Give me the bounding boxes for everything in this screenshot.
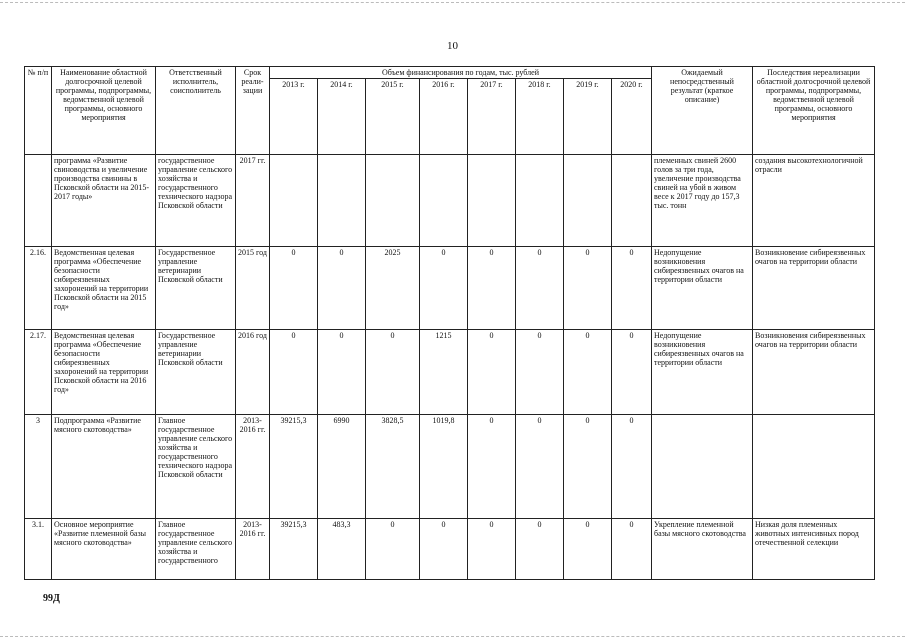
row-executor: Государственное управление ветеринарии Псковской области [156,330,236,415]
table-row [25,519,875,580]
row-result [652,415,753,519]
page-number: 10 [447,40,458,52]
row-num: 2.17. [25,330,52,415]
row-num: 3.1. [25,519,52,580]
row-value [366,155,420,247]
row-consequences: Возникновения сибиреязвенных очагов на территории области [753,330,875,415]
row-result: Недопущение возникновения сибиреязвенных очагов на территории области [652,330,753,415]
row-value [318,155,366,247]
row-value: 0 [516,247,564,330]
header-executor: Ответственный исполнитель, соисполнитель [156,67,236,155]
header-year: 2013 г. [270,79,318,155]
row-executor: Государственное управление ветеринарии Псковской области [156,247,236,330]
header-year: 2015 г. [366,79,420,155]
row-program-name: Ведомственная целевая программа «Обеспечение безопасности сибиреязвенных захоронений на территории Псковской области на 2016 год» [52,330,156,415]
header-year: 2017 г. [468,79,516,155]
header-term: Срок реали-зации [236,67,270,155]
row-value: 0 [564,519,612,580]
header-result: Ожидаемый непосредственный результат (краткое описание) [652,67,753,155]
row-value: 0 [612,415,652,519]
row-value: 1019,8 [420,415,468,519]
header-year: 2020 г. [612,79,652,155]
row-value: 0 [468,330,516,415]
table-row [25,155,875,247]
row-value: 483,3 [318,519,366,580]
row-consequences [753,415,875,519]
header-num: № п/п [25,67,52,155]
row-term: 2015 год [236,247,270,330]
row-program-name: программа «Развитие свиноводства и увеличение производства свинины в Псковской области на 2015-2017 годы» [52,155,156,247]
row-executor: Главное государственное управление сельского хозяйства и государственного технического надзора Псковской области [156,415,236,519]
row-value: 0 [516,519,564,580]
row-value: 0 [366,519,420,580]
row-value: 39215,3 [270,415,318,519]
footer-code: 99Д [43,593,60,604]
row-value [270,155,318,247]
header-program-name: Наименование областной долгосрочной целевой программы, подпрограммы, ведомственной целевой программы, основного мероприятия [52,67,156,155]
row-executor: государственное управление сельского хозяйства и государственного технического надзора Псковской области [156,155,236,247]
header-year: 2018 г. [516,79,564,155]
row-value: 2025 [366,247,420,330]
header-consequences: Последствия нереализации областной долгосрочной целевой программы, подпрограммы, ведомственной целевой программы, основного мероприятия [753,67,875,155]
row-program-name: Подпрограмма «Развитие мясного скотоводства» [52,415,156,519]
row-value: 0 [516,330,564,415]
row-value: 0 [564,330,612,415]
row-value: 0 [318,247,366,330]
scan-edge-bottom [0,636,905,637]
row-consequences: Низкая доля племенных животных интенсивных пород отечественной селекции [753,519,875,580]
row-value: 0 [270,247,318,330]
row-value [420,155,468,247]
header-year: 2014 г. [318,79,366,155]
header-funding: Объем финансирования по годам, тыс. рублей [270,67,652,79]
row-executor: Главное государственное управление сельского хозяйства и государственного [156,519,236,580]
row-value [564,155,612,247]
row-value: 1215 [420,330,468,415]
row-consequences: Возникновение сибиреязвенных очагов на территории области [753,247,875,330]
table-row [25,330,875,415]
row-value: 0 [564,415,612,519]
header-row-top [25,67,875,79]
row-result: племенных свиней 2600 голов за три года, увеличение производства свиней на убой в живом весе к 2017 году до 157,3 тыс. тонн [652,155,753,247]
row-value: 0 [612,519,652,580]
row-value: 0 [468,415,516,519]
row-consequences: создания высокотехнологичной отрасли [753,155,875,247]
row-value: 0 [318,330,366,415]
financing-table [24,66,875,580]
row-term: 2016 год [236,330,270,415]
row-num: 2.16. [25,247,52,330]
scan-edge-top [0,2,905,3]
header-year: 2016 г. [420,79,468,155]
row-value: 0 [420,247,468,330]
row-value: 39215,3 [270,519,318,580]
row-program-name: Основное мероприятие «Развитие племенной базы мясного скотоводства» [52,519,156,580]
row-value: 0 [468,247,516,330]
table-row [25,415,875,519]
row-value: 0 [270,330,318,415]
row-program-name: Ведомственная целевая программа «Обеспечение безопасности сибиреязвенных захоронений на территории Псковской области на 2015 год» [52,247,156,330]
row-num [25,155,52,247]
row-value [516,155,564,247]
row-value: 0 [366,330,420,415]
row-value: 0 [516,415,564,519]
row-value: 0 [612,330,652,415]
header-year: 2019 г. [564,79,612,155]
row-value: 0 [612,247,652,330]
row-term: 2013-2016 гг. [236,415,270,519]
row-value [612,155,652,247]
row-value [468,155,516,247]
row-value: 3828,5 [366,415,420,519]
table-row [25,247,875,330]
row-value: 0 [468,519,516,580]
row-num: 3 [25,415,52,519]
row-result: Укрепление племенной базы мясного скотоводства [652,519,753,580]
row-value: 0 [564,247,612,330]
row-value: 0 [420,519,468,580]
row-term: 2017 гг. [236,155,270,247]
row-value: 6990 [318,415,366,519]
row-term: 2013-2016 гг. [236,519,270,580]
row-result: Недопущение возникновения сибиреязвенных очагов на территории области [652,247,753,330]
